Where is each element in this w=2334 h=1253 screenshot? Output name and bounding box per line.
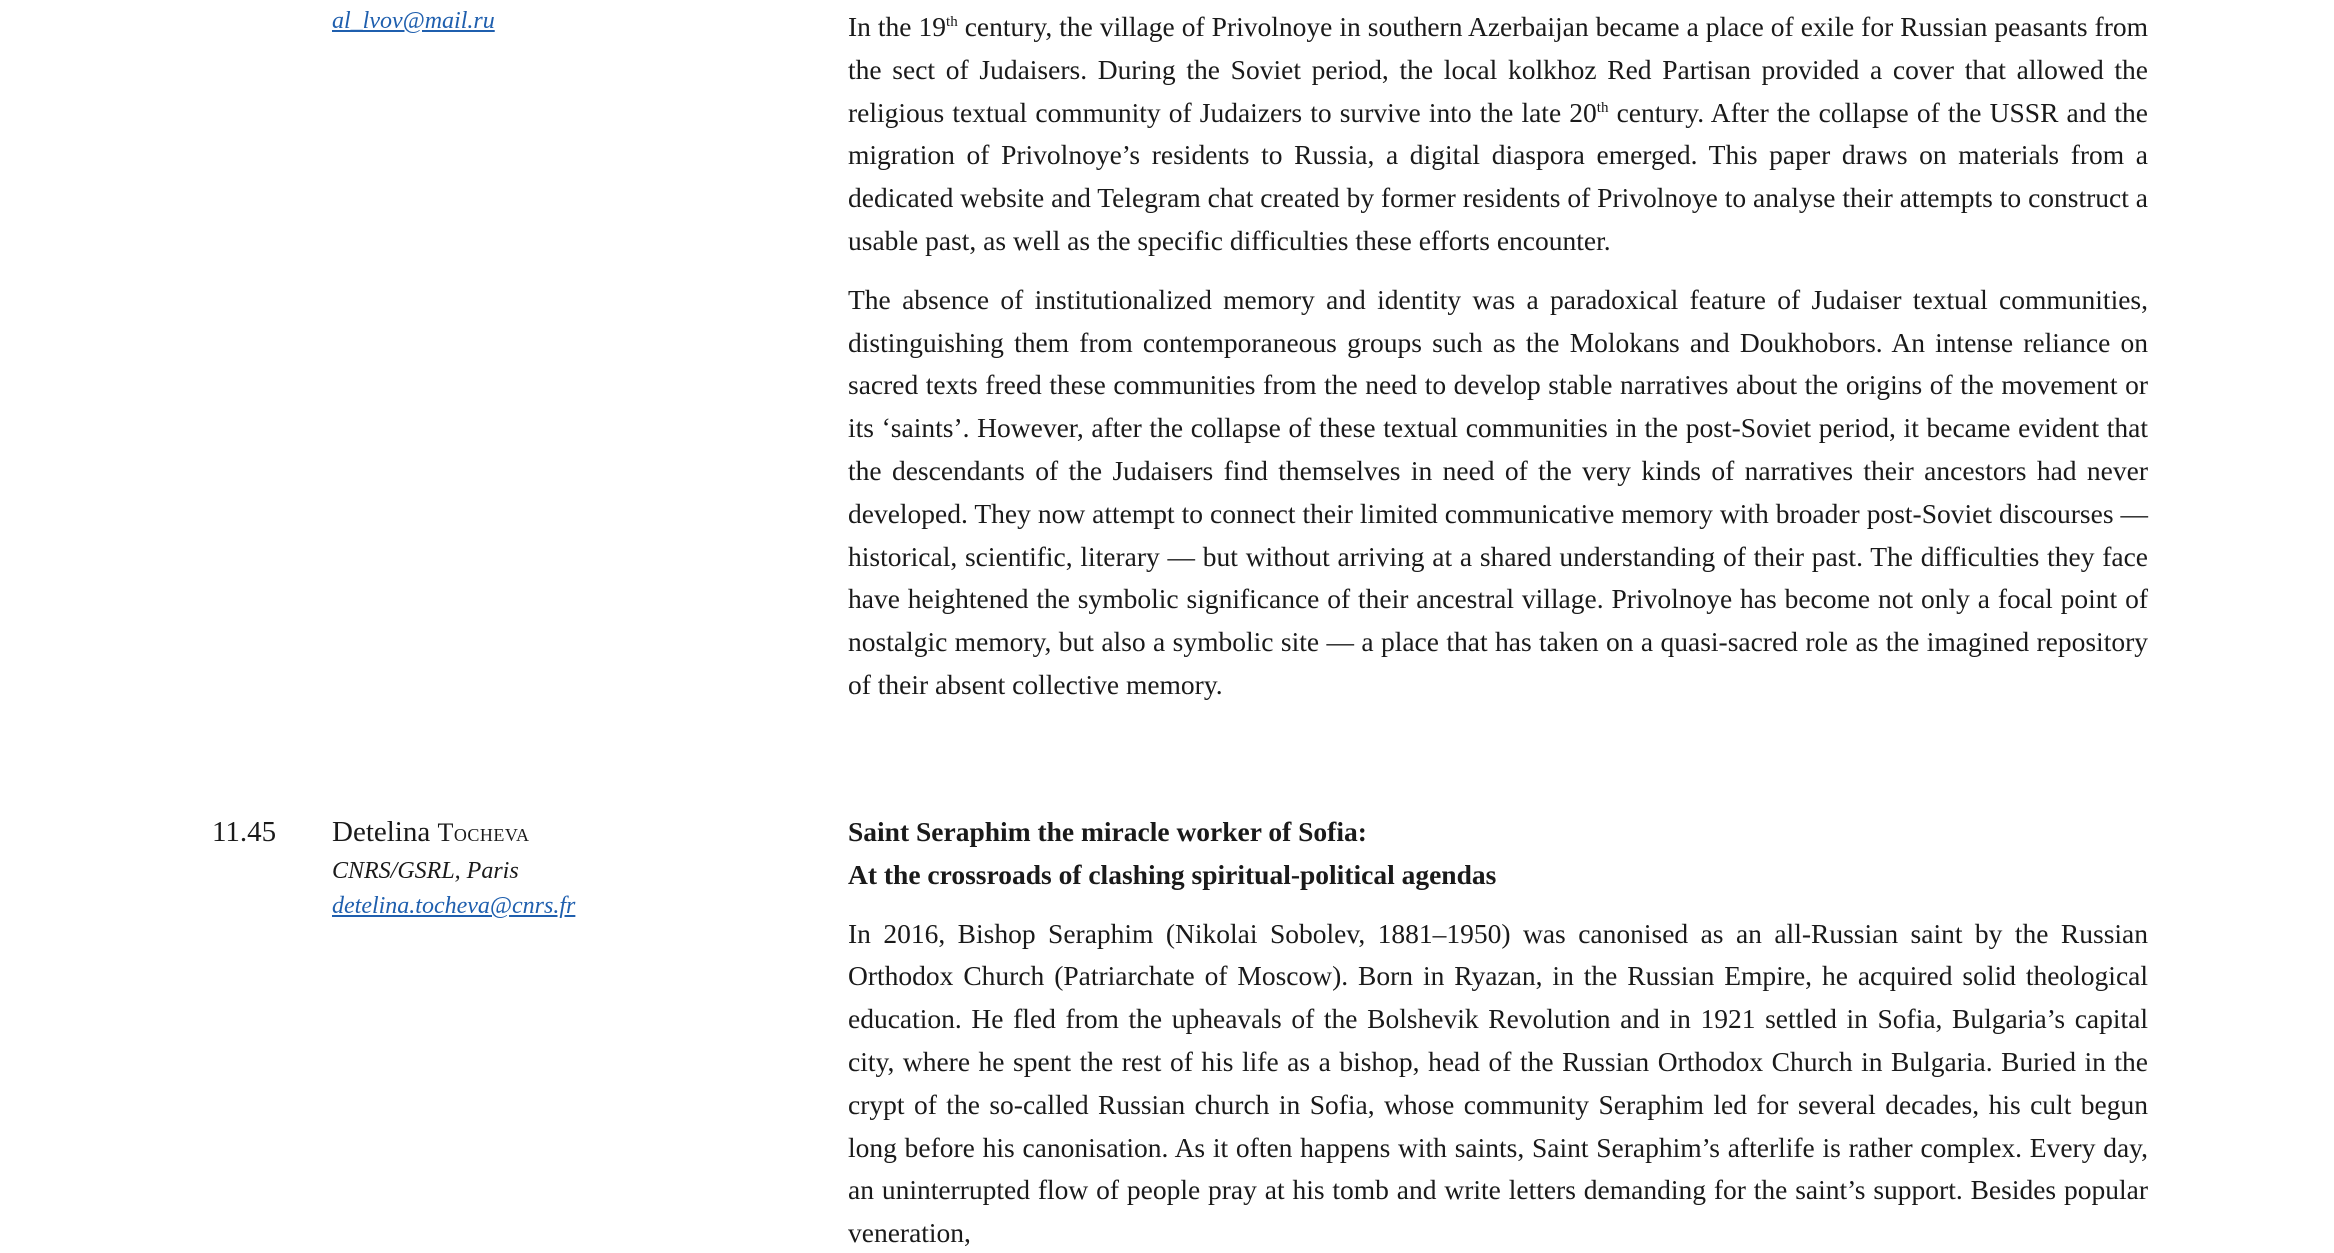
abstract-text: century, the village of Privolnoye in southern Azerbaijan became a place of exile for Russian peasants from the sect of Judaisers. During the Soviet period, the local kolkhoz Red Partisan provided a cover that allowed the religious textual community of Judaizers to survive into the late 20 <box>848 11 2148 128</box>
session-time: 11.45 <box>212 816 277 848</box>
abstract-paragraph: In 2016, Bishop Seraphim (Nikolai Sobolev, 1881–1950) was canonised as an all-Russian saint by the Russian Orthodox Church (Patriarchate of Moscow). Born in Ryazan, in the Russian Empire, he acquired solid theological education. He fled from the upheavals of the Bolshevik Revolution and in 1921 settled in Sofia, Bulgaria’s capital city, where he spent the rest of his life as a bishop, head of the Russian Orthodox Church in Bulgaria. Buried in the crypt of the so-called Russian church in Sofia, whose community Seraphim led for several decades, his cult begun long before his canonisation. As it often happens with saints, Saint Seraphim’s afterlife is rather complex. Every day, an uninterrupted flow of people pray at his tomb and write letters demanding for the saint’s support. Besides popular veneration, <box>848 917 2148 1249</box>
author-affiliation: CNRS/GSRL, Paris <box>332 858 519 884</box>
abstract-block-1 <box>848 6 2148 723</box>
abstract-paragraph <box>848 6 2148 263</box>
author-first-name: Detelina <box>332 816 438 848</box>
author-block-2 <box>332 811 802 924</box>
author-block-1 <box>332 4 802 39</box>
ordinal-superscript: th <box>1596 99 1609 116</box>
talk-title-line: Saint Seraphim the miracle worker of Sofia: <box>848 816 1367 847</box>
author-email-link[interactable]: al_lvov@mail.ru <box>332 8 495 34</box>
ordinal-superscript: th <box>946 13 958 30</box>
author-name <box>332 811 802 854</box>
talk-title <box>848 811 2148 897</box>
author-last-name: Tocheva <box>437 818 530 847</box>
author-email-link[interactable]: detelina.tocheva@cnrs.fr <box>332 893 576 919</box>
abstract-paragraph: The absence of institutionalized memory and identity was a paradoxical feature of Judaiser textual communities, distinguishing them from contemporaneous groups such as the Molokans and Doukhobors. An intense reliance on sacred texts freed these communities from the need to develop stable narratives about the origins of the movement or its ‘saints’. However, after the collapse of these textual communities in the post-Soviet period, it became evident that the descendants of the Judaisers find themselves in need of the very kinds of narratives their ancestors had never developed. They now attempt to connect their limited communicative memory with broader post-Soviet discourses — historical, scientific, literary — but without arriving at a shared understanding of their past. The difficulties they face have heightened the symbolic significance of their ancestral village. Privolnoye has become not only a focal point of nostalgic memory, but also a symbolic site — a place that has taken on a quasi-sacred role as the imagined repository of their absent collective memory. <box>848 283 2148 700</box>
abstract-text: century. After the collapse of the USSR and the migration of Privolnoye’s residents to Russia, a digital diaspora emerged. This paper draws on materials from a dedicated website and Telegram chat created by former residents of Privolnoye to analyse their attempts to construct a usable past, as well as the specific difficulties these efforts encounter. <box>848 96 2148 256</box>
talk-title-line: At the crossroads of clashing spiritual-political agendas <box>848 858 1497 890</box>
abstract-text: In the 19 <box>848 11 947 42</box>
abstract-block-2 <box>848 811 2148 1253</box>
